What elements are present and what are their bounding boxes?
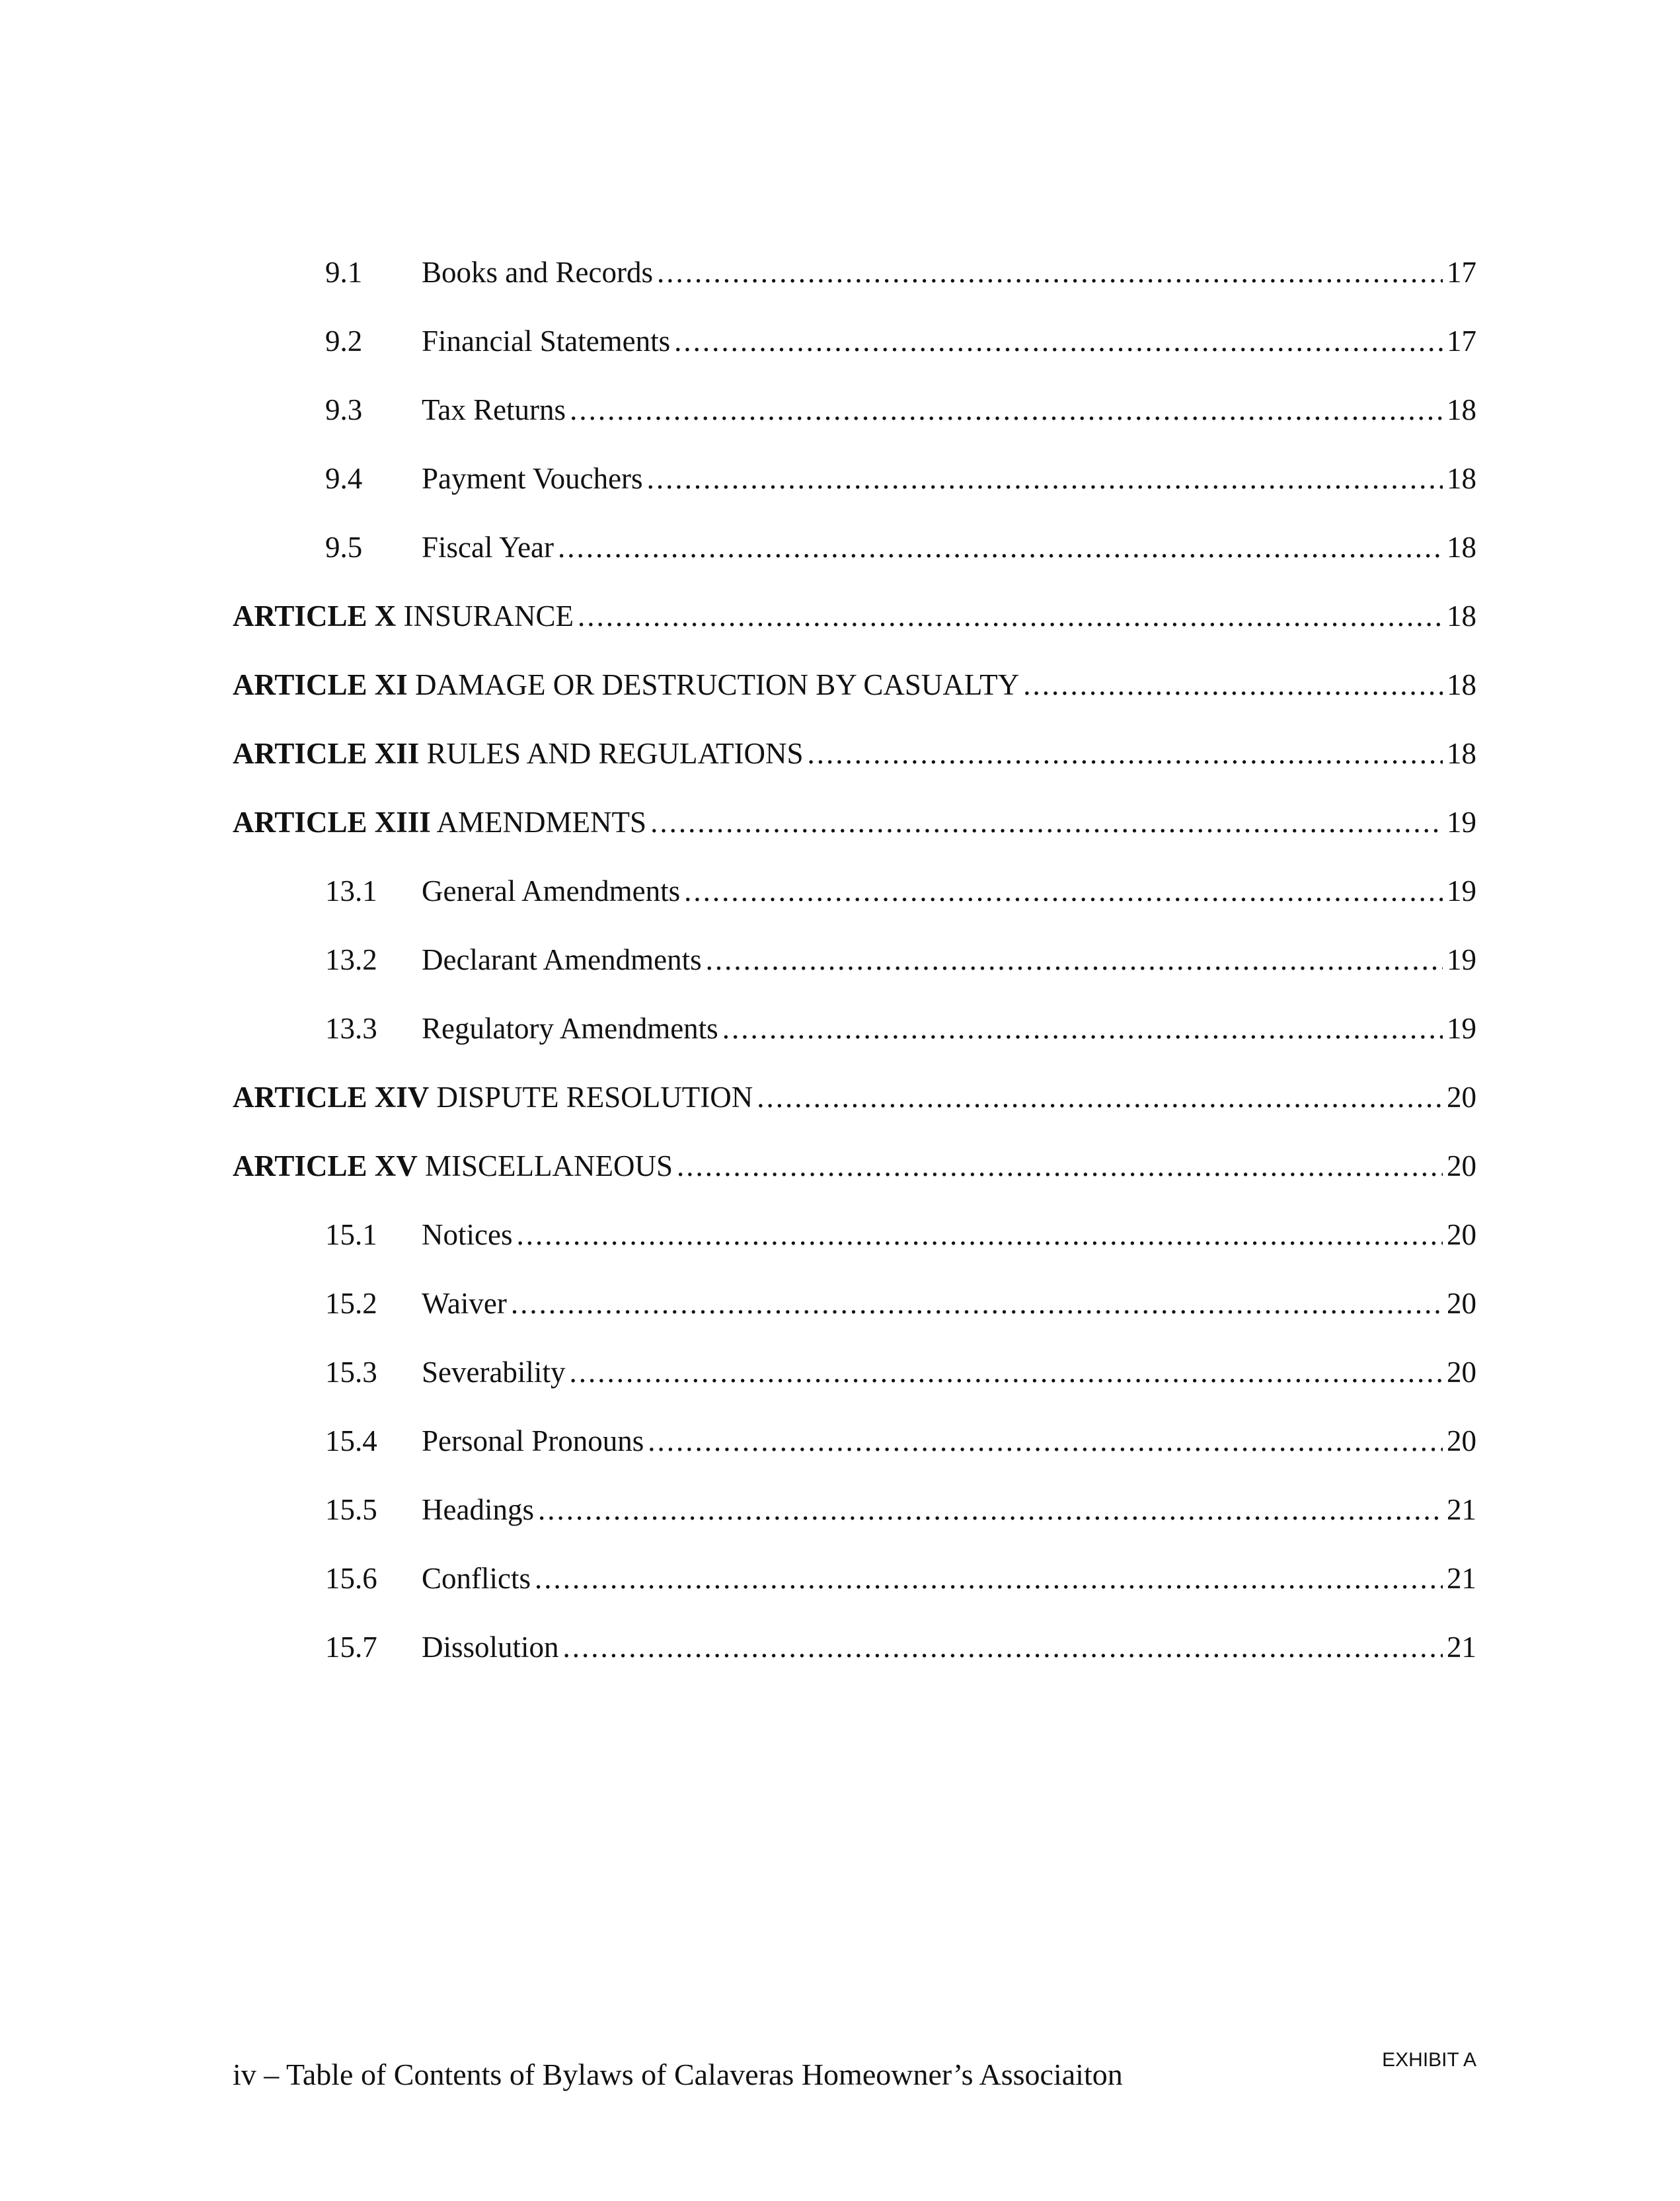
page-footer: iv – Table of Contents of Bylaws of Calaveras Homeowner’s Associaiton: [233, 2058, 1123, 2091]
dot-leader: [538, 1475, 1443, 1544]
dot-leader: [674, 307, 1443, 375]
page-number: 21: [1447, 1493, 1476, 1526]
entry-title: General Amendments: [422, 874, 681, 907]
section-number: 13.2: [325, 943, 377, 976]
page-number: 21: [1447, 1562, 1476, 1595]
page-number: 18: [1447, 462, 1476, 495]
entry-title: Declarant Amendments: [422, 943, 702, 976]
entry-title: Dissolution: [422, 1631, 559, 1664]
dot-leader: [706, 925, 1443, 994]
dot-leader: [647, 444, 1443, 513]
toc-article-entry: [233, 582, 1476, 650]
page-number: 18: [1447, 393, 1476, 426]
dot-leader: [570, 375, 1443, 444]
page-number: 20: [1447, 1424, 1476, 1457]
toc-article-entry: [233, 788, 1476, 857]
entry-title: Conflicts: [422, 1562, 531, 1595]
toc-entry: [233, 1475, 1476, 1544]
exhibit-label: EXHIBIT A: [1382, 2049, 1476, 2071]
dot-leader: [677, 1132, 1443, 1200]
toc-article-entry: [233, 1063, 1476, 1132]
dot-leader: [722, 994, 1443, 1063]
page-number: 19: [1447, 874, 1476, 907]
section-number: 15.7: [325, 1631, 377, 1664]
entry-title: Fiscal Year: [422, 531, 554, 564]
page-number: 17: [1447, 256, 1476, 289]
toc-article-entry: [233, 1132, 1476, 1200]
toc-entry: [233, 513, 1476, 582]
dot-leader: [558, 513, 1443, 582]
page-number: 20: [1447, 1081, 1476, 1114]
entry-title: Payment Vouchers: [422, 462, 643, 495]
toc-entry: [233, 238, 1476, 307]
article-number: ARTICLE XI: [233, 668, 408, 701]
toc-entry: [233, 307, 1476, 375]
dot-leader: [684, 857, 1443, 925]
toc-entry: [233, 925, 1476, 994]
entry-title: Books and Records: [422, 256, 653, 289]
dot-leader: [757, 1063, 1443, 1132]
article-number: ARTICLE XV: [233, 1149, 418, 1182]
toc-article-entry: [233, 650, 1476, 719]
toc-entry: [233, 1613, 1476, 1681]
section-number: 13.3: [325, 1012, 377, 1045]
article-number: ARTICLE XII: [233, 737, 420, 770]
dot-leader: [657, 238, 1443, 307]
section-number: 9.3: [325, 393, 363, 426]
dot-leader: [1023, 650, 1443, 719]
toc-entry: [233, 1200, 1476, 1269]
page-number: 18: [1447, 737, 1476, 770]
entry-title: Personal Pronouns: [422, 1424, 644, 1457]
toc-entry: [233, 857, 1476, 925]
entry-title: Regulatory Amendments: [422, 1012, 718, 1045]
table-of-contents: [233, 238, 1476, 1681]
page-number: 19: [1447, 943, 1476, 976]
page-number: 17: [1447, 325, 1476, 358]
entry-title: Severability: [422, 1356, 566, 1389]
page-number: 19: [1447, 1012, 1476, 1045]
dot-leader: [569, 1338, 1443, 1407]
page-number: 18: [1447, 668, 1476, 701]
entry-title: Waiver: [422, 1287, 507, 1320]
page-number: 20: [1447, 1287, 1476, 1320]
section-number: 9.5: [325, 531, 363, 564]
entry-title: AMENDMENTS: [436, 806, 647, 839]
page-number: 20: [1447, 1218, 1476, 1251]
section-number: 15.6: [325, 1562, 377, 1595]
section-number: 9.2: [325, 325, 363, 358]
page-number: 20: [1447, 1149, 1476, 1182]
page-number: 18: [1447, 599, 1476, 633]
toc-entry: [233, 1269, 1476, 1338]
entry-title: DAMAGE OR DESTRUCTION BY CASUALTY: [414, 668, 1020, 701]
toc-article-entry: [233, 719, 1476, 788]
entry-title: Tax Returns: [422, 393, 566, 426]
toc-entry: [233, 1544, 1476, 1613]
entry-title: Notices: [422, 1218, 513, 1251]
dot-leader: [535, 1544, 1443, 1613]
entry-title: DISPUTE RESOLUTION: [436, 1081, 753, 1114]
entry-title: INSURANCE: [403, 599, 574, 633]
dot-leader: [578, 582, 1443, 650]
dot-leader: [516, 1200, 1443, 1269]
entry-title: Financial Statements: [422, 325, 671, 358]
dot-leader: [808, 719, 1443, 788]
page-number: 21: [1447, 1631, 1476, 1664]
toc-entry: [233, 375, 1476, 444]
section-number: 9.4: [325, 462, 363, 495]
section-number: 15.2: [325, 1287, 377, 1320]
section-number: 15.1: [325, 1218, 377, 1251]
toc-entry: [233, 444, 1476, 513]
dot-leader: [650, 788, 1443, 857]
entry-title: Headings: [422, 1493, 534, 1526]
article-number: ARTICLE XIII: [233, 806, 431, 839]
page-number: 19: [1447, 806, 1476, 839]
article-number: ARTICLE X: [233, 599, 397, 633]
toc-entry: [233, 1338, 1476, 1407]
dot-leader: [563, 1613, 1443, 1681]
section-number: 9.1: [325, 256, 363, 289]
dot-leader: [511, 1269, 1443, 1338]
section-number: 15.5: [325, 1493, 377, 1526]
toc-entry: [233, 994, 1476, 1063]
entry-title: MISCELLANEOUS: [424, 1149, 673, 1182]
page-number: 18: [1447, 531, 1476, 564]
section-number: 13.1: [325, 874, 377, 907]
article-number: ARTICLE XIV: [233, 1081, 430, 1114]
section-number: 15.3: [325, 1356, 377, 1389]
section-number: 15.4: [325, 1424, 377, 1457]
dot-leader: [648, 1407, 1443, 1475]
page-number: 20: [1447, 1356, 1476, 1389]
toc-entry: [233, 1407, 1476, 1475]
entry-title: RULES AND REGULATIONS: [426, 737, 804, 770]
